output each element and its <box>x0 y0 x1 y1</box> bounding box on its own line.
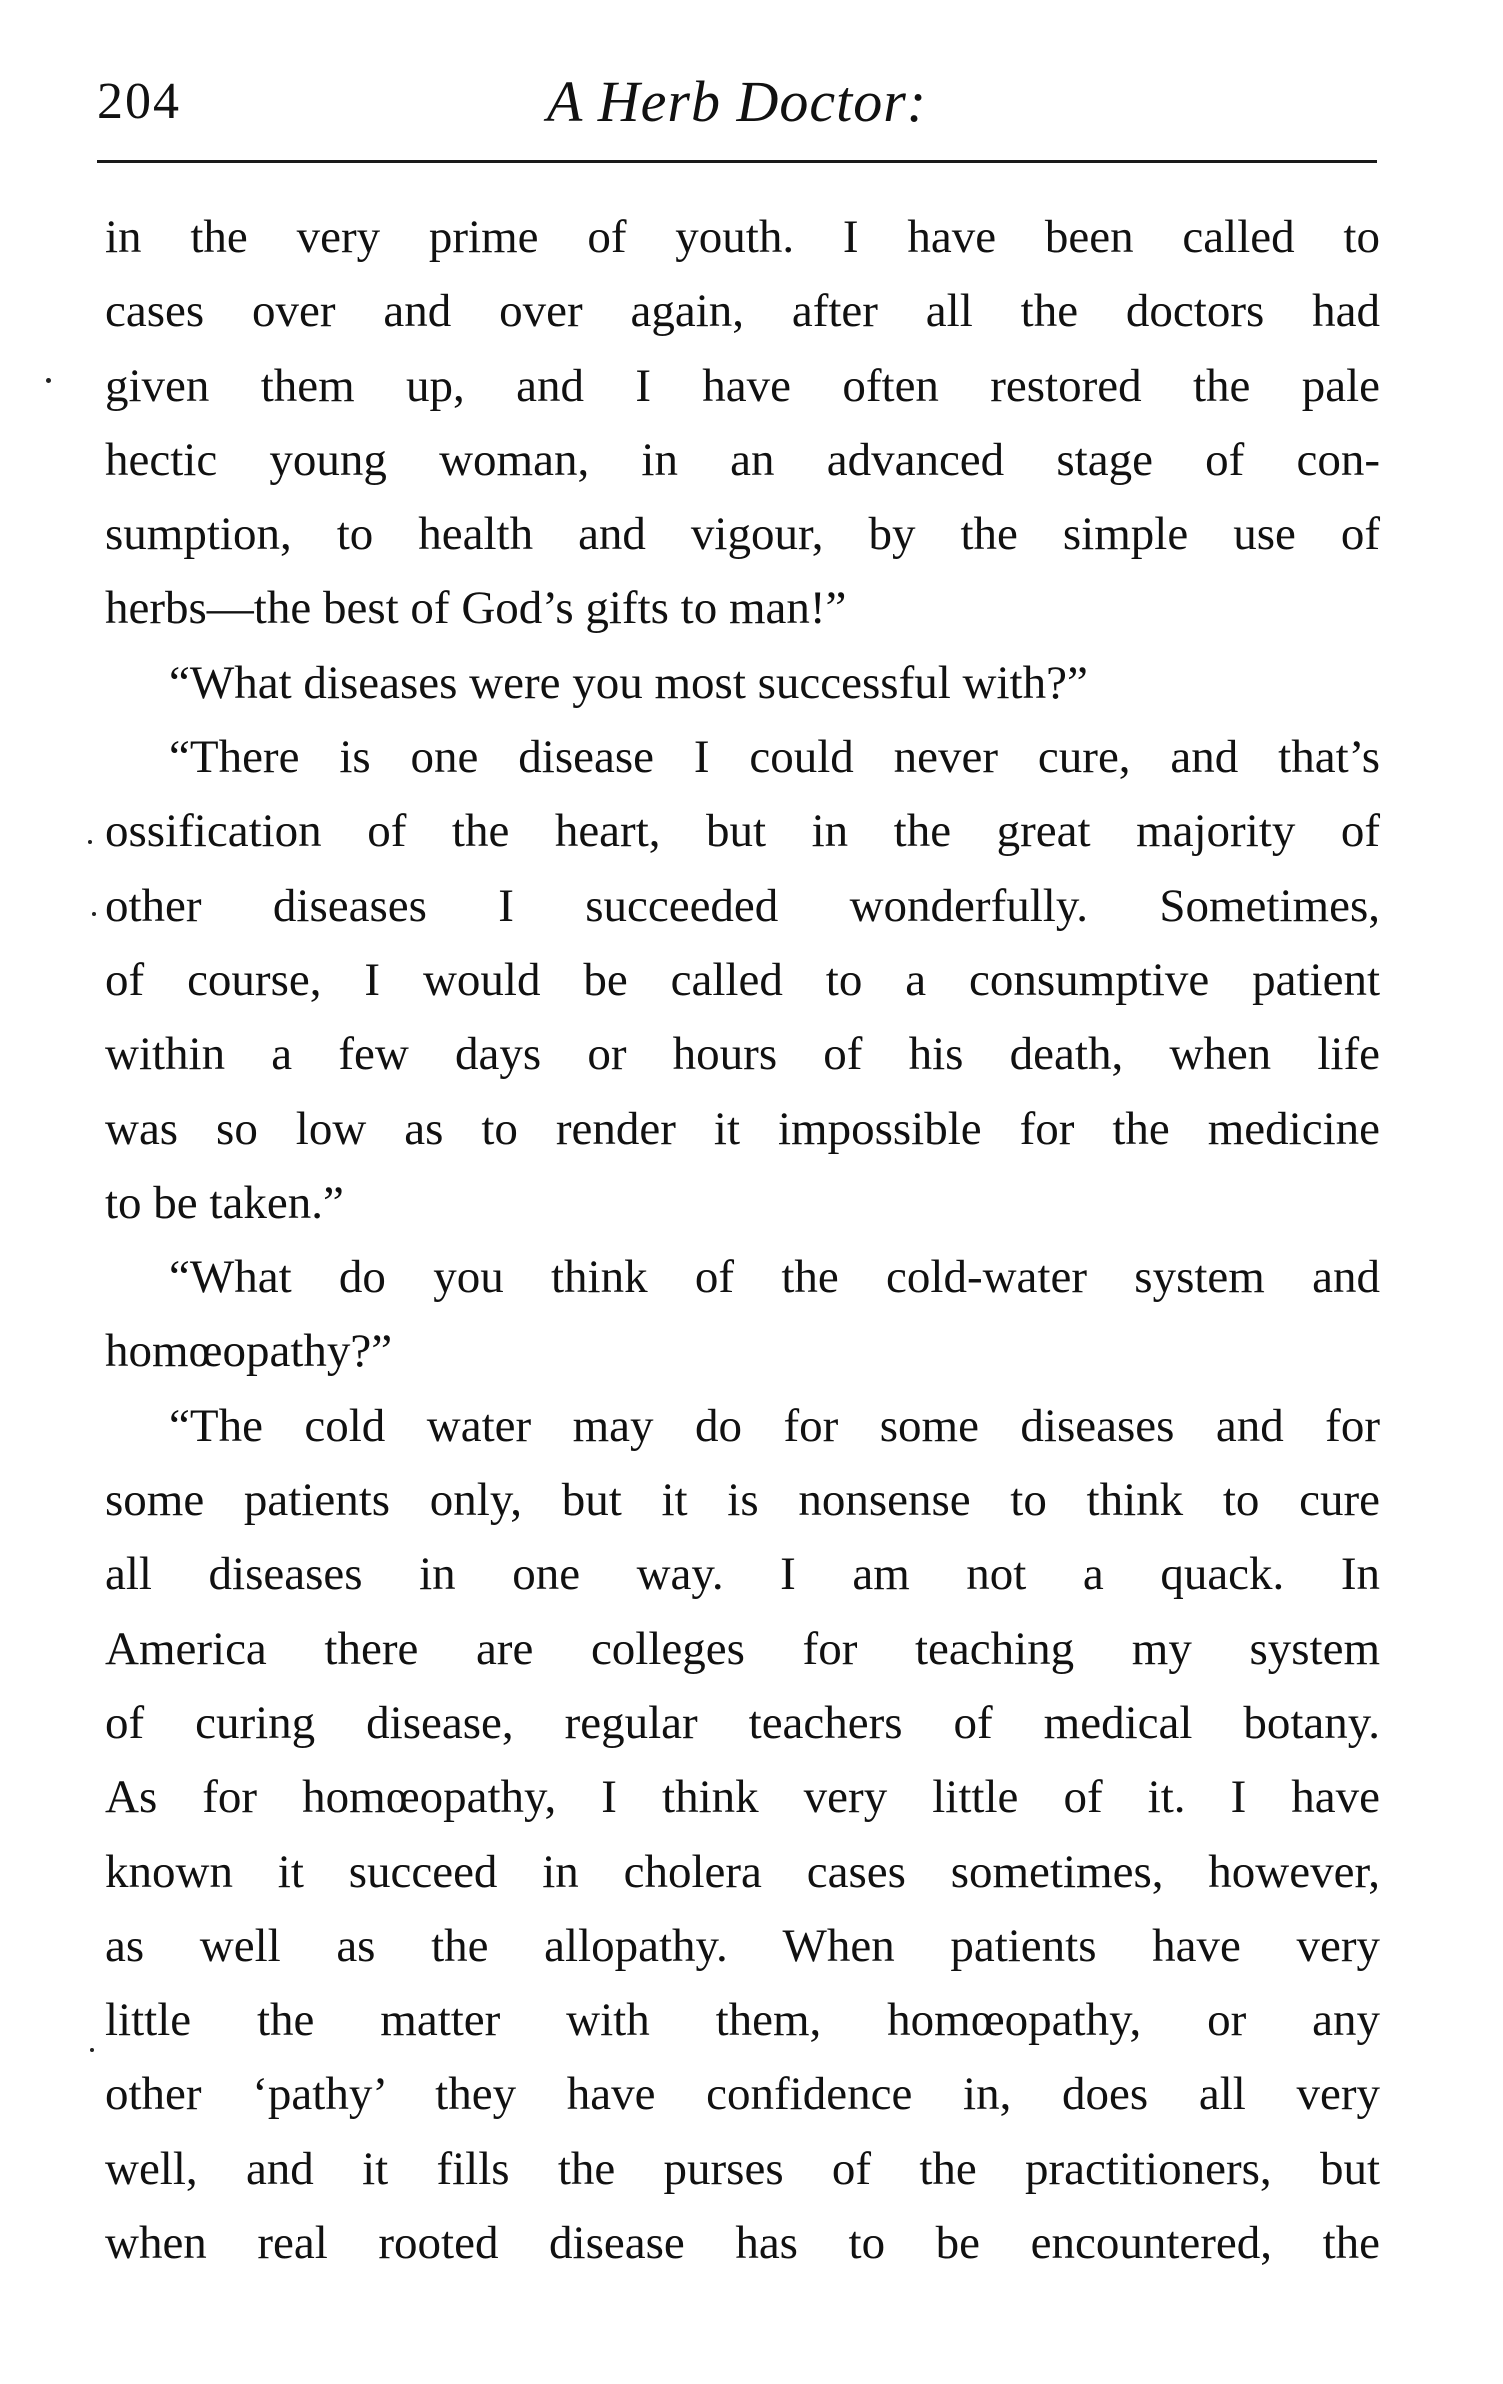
page-number: 204 <box>97 73 181 130</box>
text-line: America there are colleges for teaching my system <box>105 1622 1380 1675</box>
text-line: of curing disease, regular teachers of medical botany. <box>105 1696 1380 1749</box>
text-line: “What diseases were you most successful with?” <box>169 656 1088 709</box>
text-line: “What do you think of the cold-water system and <box>169 1251 1380 1304</box>
text-line: all diseases in one way. I am not a quack. In <box>105 1548 1380 1601</box>
text-line: of course, I would be called to a consumptive patient <box>105 953 1380 1006</box>
text-line: some patients only, but it is nonsense to think to cure <box>105 1474 1380 1527</box>
print-speck <box>92 912 96 916</box>
print-speck <box>90 2048 94 2052</box>
text-line: as well as the allopathy. When patients have very <box>105 1919 1380 1972</box>
text-line: other ‘pathy’ they have confidence in, does all very <box>105 2068 1380 2121</box>
text-line: herbs—the best of God’s gifts to man!” <box>105 582 847 635</box>
text-line: other diseases I succeeded wonderfully. Sometimes, <box>105 879 1380 932</box>
text-line: to be taken.” <box>105 1176 344 1229</box>
page-header <box>97 68 1377 148</box>
text-line: homœopathy?” <box>105 1325 393 1378</box>
text-line: well, and it fills the purses of the practitioners, but <box>105 2142 1380 2195</box>
text-line: within a few days or hours of his death, when life <box>105 1028 1380 1081</box>
body-text <box>105 200 1380 2280</box>
text-line: was so low as to render it impossible for the medicine <box>105 1102 1380 1155</box>
text-line: in the very prime of youth. I have been called to <box>105 211 1380 263</box>
text-line: hectic young woman, in an advanced stage of con- <box>105 433 1380 486</box>
text-line: ossification of the heart, but in the great majority of <box>105 805 1380 858</box>
header-rule <box>97 160 1377 163</box>
print-speck <box>46 378 51 383</box>
text-line: cases over and over again, after all the doctors had <box>105 285 1380 338</box>
running-title: A Herb Doctor: <box>546 69 928 134</box>
text-line: “There is one disease I could never cure, and that’s <box>169 731 1380 784</box>
print-speck <box>88 840 92 844</box>
text-line: known it succeed in cholera cases sometimes, however, <box>105 1845 1380 1898</box>
text-line: sumption, to health and vigour, by the simple use of <box>105 508 1380 561</box>
text-line: given them up, and I have often restored the pale <box>105 359 1380 412</box>
text-line: “The cold water may do for some diseases and for <box>169 1399 1380 1452</box>
text-line: As for homœopathy, I think very little of it. I have <box>105 1771 1380 1824</box>
text-line: when real rooted disease has to be encountered, the <box>105 2217 1380 2270</box>
text-line: little the matter with them, homœopathy, or any <box>105 1994 1380 2047</box>
